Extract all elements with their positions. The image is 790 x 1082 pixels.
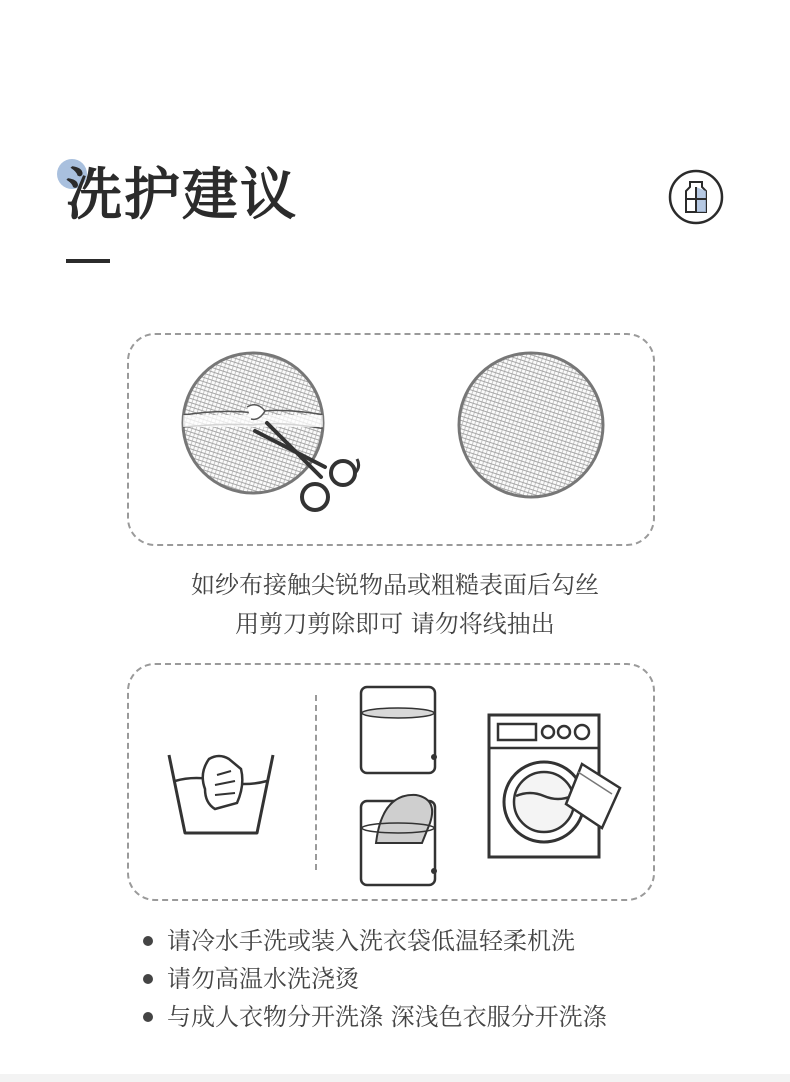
list-item: 请冷水手洗或装入洗衣袋低温轻柔机洗: [143, 922, 607, 960]
panel-divider: [315, 695, 317, 870]
list-item: 请勿高温水洗浇烫: [143, 960, 607, 998]
fabric-snag-scissors-icon: [175, 345, 370, 520]
washing-machine-icon: [486, 712, 628, 860]
hand-wash-basin-icon: [165, 745, 277, 837]
footer-band: [0, 1074, 790, 1082]
fabric-repaired-icon: [455, 349, 607, 501]
snag-caption-line-1: 如纱布接触尖锐物品或粗糙表面后勾丝: [191, 571, 599, 599]
washing-tips-list: [143, 922, 607, 1036]
snag-caption-line-2: 用剪刀剪除即可 请勿将线抽出: [235, 610, 555, 638]
bullet-icon: [143, 974, 153, 984]
bullet-icon: [143, 936, 153, 946]
list-item: 与成人衣物分开洗涤 深浅色衣服分开洗涤: [143, 998, 607, 1036]
bullet-icon: [143, 1012, 153, 1022]
laundry-bag-icon: [358, 683, 440, 888]
page-title: 洗护建议: [66, 163, 298, 228]
garment-care-logo-icon: [668, 169, 724, 225]
title-underline: [66, 259, 110, 263]
